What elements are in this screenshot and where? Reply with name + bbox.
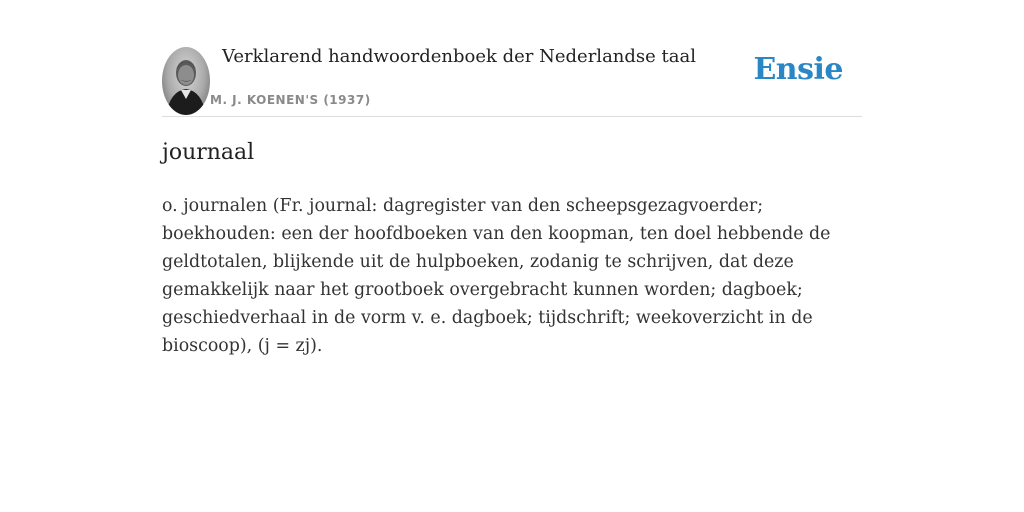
book-author: M. J. KOENEN'S (1937) bbox=[210, 93, 371, 107]
book-title: Verklarend handwoordenboek der Nederlandse taal bbox=[222, 46, 696, 67]
author-portrait-icon bbox=[162, 47, 210, 115]
ensie-logo-link[interactable]: Ensie bbox=[753, 52, 843, 87]
page-container bbox=[162, 0, 862, 356]
entry-headword: journaal bbox=[162, 140, 255, 165]
entry-definition: o. journalen (Fr. journal: dagregister van den scheepsgezagvoerder; boekhouden: een der hoofdboeken van den koopman, ten doel hebbende de geldtotalen, blijkende uit de hulpboeken, zodanig te schrijven, dat deze gemakkelijk naar het grootboek overgebracht kunnen worden; dagboek; geschiedverhaal in de vorm v. e. dagboek; tijdschrift; weekoverzicht in de bioscoop), (j = zj). bbox=[162, 196, 831, 356]
header bbox=[162, 0, 862, 117]
